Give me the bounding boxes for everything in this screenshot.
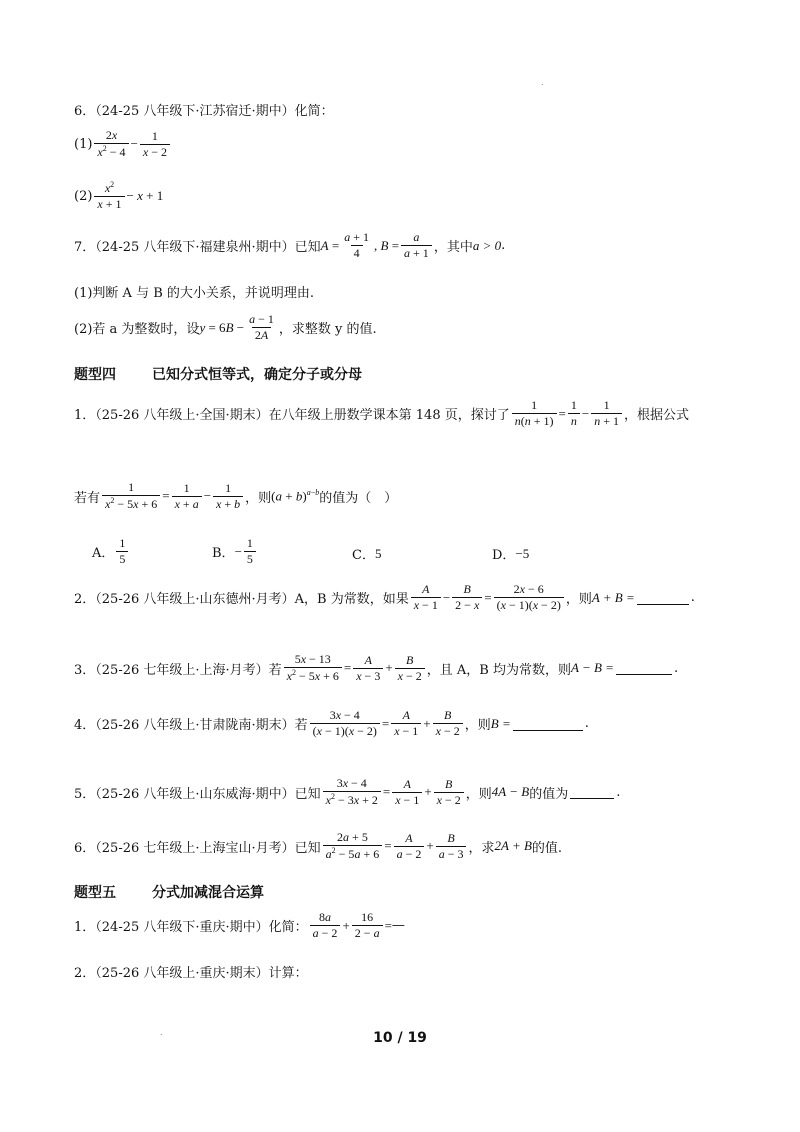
fraction: $\frac{1}{x^2 - 5x + 6}$: [102, 480, 160, 512]
answer-blank[interactable]: [513, 717, 583, 731]
question-7-part-2: (2)若 a 为整数时，设 y = 6B − $\frac{a - 1}{2A}$ ，求整数 y 的值.: [74, 312, 377, 342]
fraction: $\frac{16}{2 - a}$: [352, 910, 383, 941]
section-4-heading: 题型四 已知分式恒等式，确定分子或分母: [74, 367, 362, 383]
answer-blank[interactable]: [637, 591, 689, 605]
section-4-question-3: 3．（25-26 七年级上·上海·月考）若 $\frac{5x - 13}{x^2 - 5x + 6}$ = $\frac{A}{x - 3}$ + $\frac{B}{x - 2}$ ，且 A，B 均为常数，则 A − B = .: [74, 652, 679, 683]
fraction: $\frac{A}{a - 2}$: [394, 831, 425, 862]
fraction: $\frac{1}{x - 2}$: [140, 129, 170, 160]
fraction: $\frac{1}{n(n + 1)}$: [512, 398, 557, 429]
fraction: $\frac{a + 1}{4}$: [344, 230, 369, 260]
option-b[interactable]: B． − $\frac{1}{5}$: [212, 536, 258, 567]
section-5-question-2: 2．（25-26 八年级上·重庆·期末）计算：: [74, 966, 308, 981]
fraction: $\frac{1}{x + b}$: [213, 481, 243, 512]
fraction: $\frac{A}{x - 1}$: [391, 708, 421, 739]
fraction: $\frac{1}{x + a}$: [172, 481, 202, 512]
fraction: $\frac{B}{x - 2}$: [434, 777, 464, 808]
fraction: $\frac{B}{x - 2}$: [433, 708, 463, 739]
fraction: $\frac{8a}{a - 2}$: [310, 910, 341, 941]
fraction: $\frac{A}{x - 3}$: [353, 653, 383, 684]
section-4-question-1: 1．（25-26 八年级上·全国·期末）在八年级上册数学课本第 148 页，探讨了 $\frac{1}{n(n + 1)}$ = $\frac{1}{n}$ − $\frac{1}{n + 1}$ ，根据公式: [74, 398, 689, 428]
option-d[interactable]: D． −5: [492, 545, 530, 563]
fraction: $\frac{2a + 5}{a^2 - 5a + 6}$: [323, 830, 383, 862]
fraction: $\frac{1}{5}$: [116, 536, 128, 567]
page-number: 10 / 19: [373, 1030, 427, 1046]
section-4-question-1-formula: 若有 $\frac{1}{x^2 - 5x + 6}$ = $\frac{1}{x + a}$ − $\frac{1}{x + b}$ ，则 $(a + b)^{a-b}$ 的值为（ ）: [74, 480, 398, 511]
question-6: 6．（24-25 八年级下·江苏宿迁·期中）化简：: [74, 104, 334, 119]
option-a[interactable]: A． $\frac{1}{5}$: [92, 536, 130, 567]
section-5-heading: 题型五 分式加减混合运算: [74, 885, 264, 901]
fraction: $\frac{a}{a + 1}$: [401, 230, 432, 261]
section-4-question-4: 4．（25-26 八年级上·甘肃陇南·期末）若 $\frac{3x - 4}{(x - 1)(x - 2)}$ = $\frac{A}{x - 1}$ + $\frac{B}{x - 2}$ ，则 B = .: [74, 708, 589, 738]
fraction: $\frac{3x - 4}{x^2 - 3x + 2}$: [323, 776, 381, 808]
question-6-part-1: (1) $\frac{2x}{x^2 - 4}$ − $\frac{1}{x - 2}$: [74, 128, 172, 160]
answer-blank[interactable]: [616, 661, 672, 675]
fraction: $\frac{a - 1}{2A}$: [249, 312, 274, 342]
fraction: $\frac{3x - 4}{(x - 1)(x - 2)}$: [310, 708, 380, 739]
answer-blank[interactable]: [570, 785, 614, 799]
scan-dot: .: [541, 78, 544, 87]
fraction: $\frac{B}{x - 2}$: [395, 653, 425, 684]
scan-dot: .: [160, 1028, 163, 1037]
section-4-question-5: 5．（25-26 八年级上·山东威海·期中）已知 $\frac{3x - 4}{x^2 - 3x + 2}$ = $\frac{A}{x - 1}$ + $\frac{B}{x - 2}$ ，则 4A − B 的值为 .: [74, 776, 621, 807]
fraction: $\frac{1}{n}$: [568, 398, 580, 429]
fraction: $\frac{A}{x - 1}$: [392, 777, 422, 808]
fraction: $\frac{B}{a - 3}$: [436, 831, 467, 862]
fraction: $\frac{A}{x - 1}$: [411, 582, 441, 613]
question-6-part-2: (2) $\frac{x^2}{x + 1}$ − x + 1: [74, 180, 164, 211]
fraction: $\frac{x^2}{x + 1}$: [94, 180, 124, 212]
fraction: $\frac{B}{2 - x}$: [452, 582, 482, 613]
question-7: 7．（24-25 八年级下·福建泉州·期中）已知 A = $\frac{a + 1}{4}$ , B = $\frac{a}{a + 1}$ ，其中 a > 0 .: [74, 230, 506, 260]
fraction: $\frac{1}{5}$: [244, 536, 256, 567]
fraction: $\frac{1}{n + 1}$: [591, 398, 622, 429]
question-7-part-1: (1)判断 A 与 B 的大小关系，并说明理由.: [74, 286, 315, 301]
section-4-question-2: 2．（25-26 八年级上·山东德州·月考）A，B 为常数，如果 $\frac{A}{x - 1}$ − $\frac{B}{2 - x}$ = $\frac{2x - 6}{(x - 1)(x - 2)}$ ，则 A + B = .: [74, 582, 695, 612]
option-c[interactable]: C． 5: [352, 545, 382, 563]
section-4-question-6: 6．（25-26 七年级上·上海宝山·月考）已知 $\frac{2a + 5}{a^2 - 5a + 6}$ = $\frac{A}{a - 2}$ + $\frac{B}{a - 3}$ ，求 2A + B 的值.: [74, 830, 563, 861]
fraction: $\frac{2x - 6}{(x - 1)(x - 2)}$: [494, 582, 564, 613]
section-5-question-1: 1．（24-25 八年级下·重庆·期中）化简： $\frac{8a}{a - 2}$ + $\frac{16}{2 - a}$ = —: [74, 910, 405, 940]
fraction: $\frac{2x}{x^2 - 4}$: [94, 128, 128, 160]
fraction: $\frac{5x - 13}{x^2 - 5x + 6}$: [284, 652, 342, 684]
